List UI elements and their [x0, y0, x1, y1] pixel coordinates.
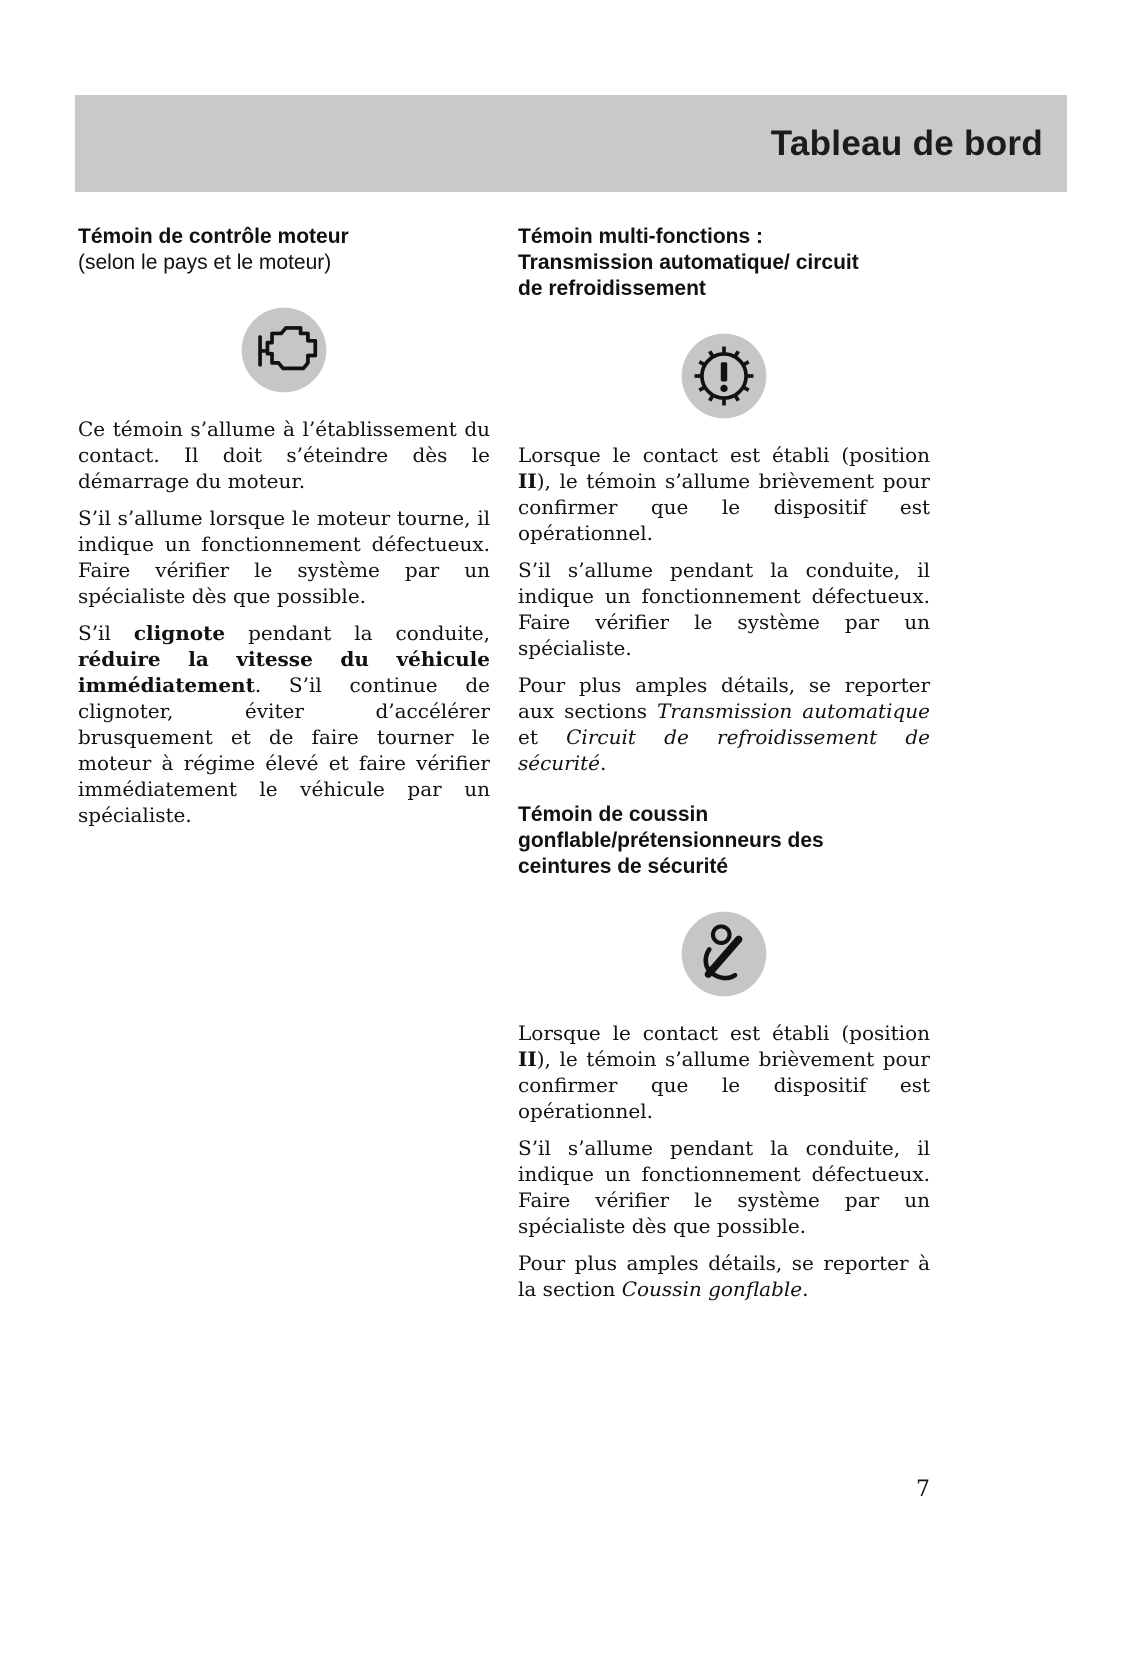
paragraph: S’il s’allume pendant la conduite, il indique un fonctionnement défectueux. Faire vérifier le système par un spécialiste. — [518, 558, 930, 660]
icon-row — [78, 304, 490, 396]
section-heading-line: Témoin de contrôle moteur — [78, 225, 349, 248]
page-title: Tableau de bord — [770, 123, 1043, 163]
paragraph: Pour plus amples détails, se reporter à la section Coussin gonflable. — [518, 1251, 930, 1301]
header-band — [75, 95, 1067, 192]
right-column — [518, 224, 930, 1313]
multifunction-warning-section — [518, 224, 930, 776]
icon-row — [518, 908, 930, 1000]
content-columns — [78, 224, 930, 1313]
section-subheading: (selon le pays et le moteur) — [78, 251, 332, 274]
section-heading: Témoin de coussin gonflable/prétensionneurs des ceintures de sécurité — [518, 803, 824, 878]
page-number: 7 — [916, 1477, 930, 1502]
multifunction-warning-icon — [678, 330, 770, 422]
section-heading: Témoin multi-fonctions : Transmission automatique/ circuit de refroidissement — [518, 225, 859, 300]
paragraph: S’il clignote pendant la conduite, réduire la vitesse du véhicule immédiatement. S’il continue de clignoter, éviter d’accélérer brusquement et de faire tourner le moteur à régime élevé et faire vérifier immédiatement le véhicule par un spécialiste. — [78, 621, 490, 827]
paragraph: Lorsque le contact est établi (position II), le témoin s’allume brièvement pour confirmer que le dispositif est opérationnel. — [518, 1021, 930, 1123]
engine-warning-section — [78, 224, 490, 828]
section-heading — [78, 224, 490, 276]
paragraph: Ce témoin s’allume à l’établissement du contact. Il doit s’éteindre dès le démarrage du moteur. — [78, 417, 490, 493]
airbag-warning-section — [518, 802, 930, 1302]
engine-warning-icon — [238, 304, 330, 396]
paragraph: S’il s’allume pendant la conduite, il indique un fonctionnement défectueux. Faire vérifier le système par un spécialiste dès que possible. — [518, 1136, 930, 1238]
paragraph: Pour plus amples détails, se reporter aux sections Transmission automatique et Circuit de refroidissement de sécurité. — [518, 673, 930, 775]
left-column — [78, 224, 490, 1313]
airbag-warning-icon — [678, 908, 770, 1000]
icon-row — [518, 330, 930, 422]
paragraph: S’il s’allume lorsque le moteur tourne, il indique un fonctionnement défectueux. Faire vérifier le système par un spécialiste dès que possible. — [78, 506, 490, 608]
paragraph: Lorsque le contact est établi (position II), le témoin s’allume brièvement pour confirmer que le dispositif est opérationnel. — [518, 443, 930, 545]
